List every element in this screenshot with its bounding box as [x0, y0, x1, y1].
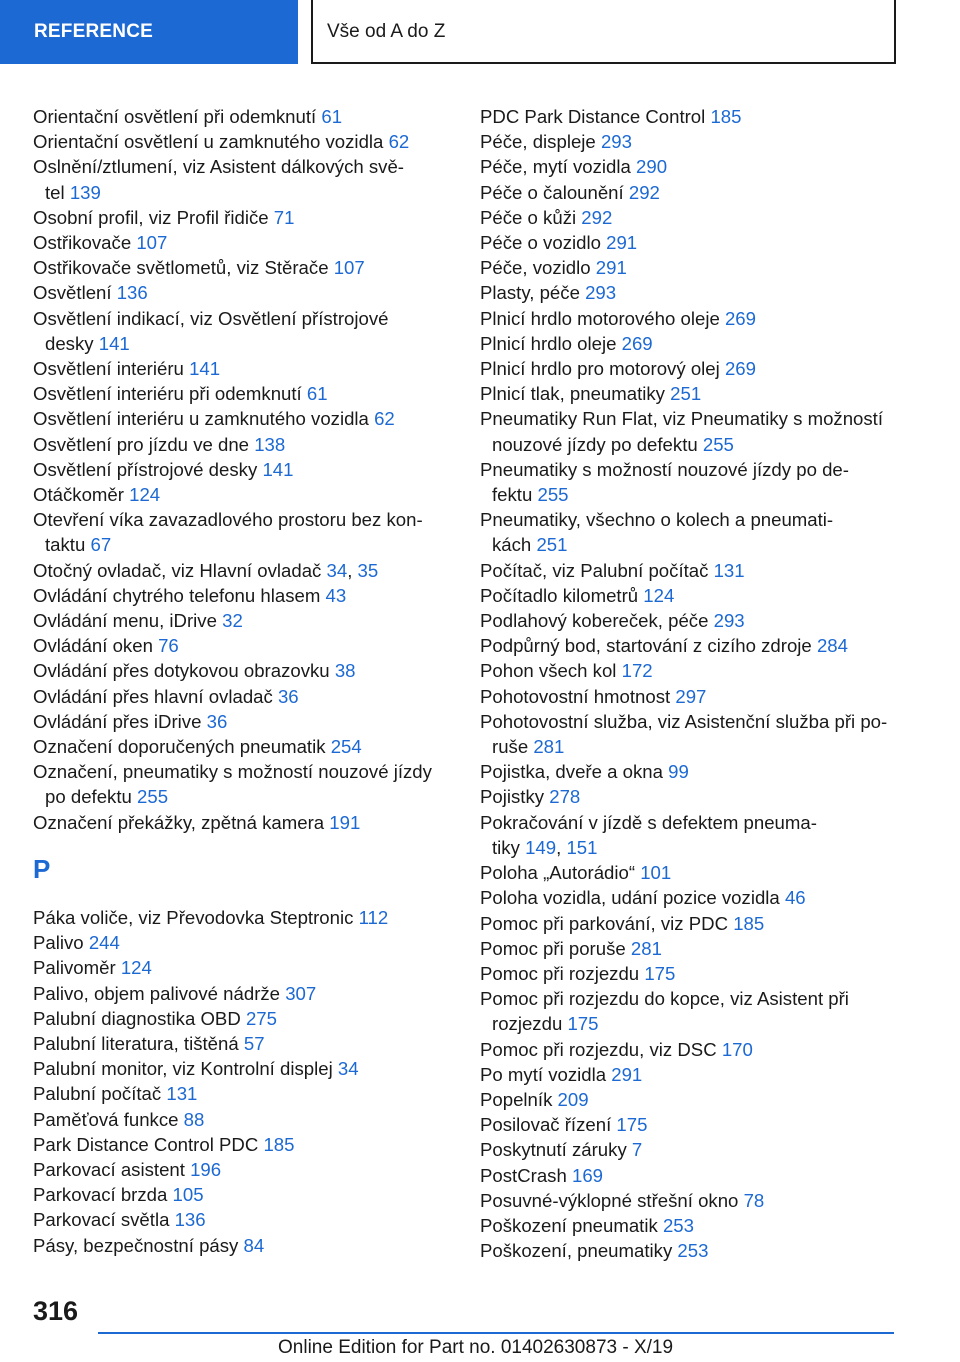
page-ref-link[interactable]: 131 — [166, 1083, 198, 1105]
page-ref-link[interactable]: 141 — [98, 332, 130, 354]
index-entry — [480, 1087, 900, 1112]
index-entry-label: Palivoměr — [33, 957, 116, 979]
page-ref-link[interactable]: 275 — [245, 1007, 277, 1029]
index-entry-label: Otáčkoměr — [33, 484, 124, 506]
index-entry — [33, 759, 453, 809]
index-entry-label: Ovládání přes iDrive — [33, 710, 202, 732]
index-entry — [33, 205, 453, 230]
index-entry — [480, 154, 900, 179]
index-entry-label — [480, 459, 849, 505]
index-entry-line: desky — [45, 332, 94, 354]
page-ref-link[interactable]: 209 — [557, 1088, 589, 1110]
index-entry — [33, 306, 453, 356]
index-entry — [33, 129, 453, 154]
page-ref-link[interactable]: 131 — [713, 559, 745, 581]
page-ref-link[interactable]: 35 — [357, 559, 379, 581]
index-entry-label: Počítadlo kilometrů — [480, 584, 639, 606]
index-entry-label: Parkovací asistent — [33, 1158, 185, 1180]
page-ref-link[interactable]: 151 — [566, 836, 598, 858]
index-entry-label: Poškození pneumatik — [480, 1214, 658, 1236]
page-ref-link[interactable]: 36 — [206, 710, 228, 732]
index-entry — [33, 1157, 453, 1182]
index-entry-label: Označení překážky, zpětná kamera — [33, 811, 325, 833]
index-entry-label: Posilovač řízení — [480, 1114, 612, 1136]
index-entry — [480, 1163, 900, 1188]
page-ref-link[interactable]: 196 — [190, 1158, 222, 1180]
page-ref-link[interactable]: 112 — [358, 906, 389, 928]
index-entry — [480, 1137, 900, 1162]
index-entry-label: Palubní literatura, tištěná — [33, 1032, 239, 1054]
index-entry-line: Pohotovostní služba, viz Asistenční služba při po- — [480, 710, 888, 732]
index-entry-label: Plasty, péče — [480, 282, 580, 304]
index-entry-label: Ostřikovače — [33, 232, 132, 254]
index-entry — [480, 860, 900, 885]
index-entry-label: Plnicí hrdlo oleje — [480, 332, 617, 354]
page-ref-link[interactable]: 124 — [120, 957, 152, 979]
index-entry-line: Označení, pneumatiky s možností nouzové jízdy — [33, 761, 432, 783]
index-entry-label: Palivo — [33, 932, 84, 954]
page-ref-link[interactable]: 244 — [88, 932, 120, 954]
index-entry-label: Pomoc při poruše — [480, 937, 626, 959]
index-entry-label: Palubní počítač — [33, 1083, 162, 1105]
page-ref-link[interactable]: 7 — [631, 1139, 643, 1161]
index-entry — [33, 734, 453, 759]
index-entry-label: Parkovací světla — [33, 1209, 170, 1231]
index-entry — [33, 684, 453, 709]
index-entry — [480, 885, 900, 910]
page-ref-link[interactable]: 293 — [600, 131, 632, 153]
index-entry-label: Park Distance Control PDC — [33, 1133, 259, 1155]
index-entry-label: Poloha vozidla, udání pozice vozidla — [480, 887, 780, 909]
index-entry — [33, 1132, 453, 1157]
page-ref-link[interactable]: 43 — [325, 584, 347, 606]
section-tab: REFERENCE — [0, 0, 298, 64]
index-entry — [480, 381, 900, 406]
page-ref-link[interactable]: 297 — [675, 685, 707, 707]
page-ref-link[interactable]: 136 — [116, 282, 148, 304]
index-entry-label: Péče, displeje — [480, 131, 596, 153]
page-ref-link[interactable]: 105 — [172, 1184, 204, 1206]
index-entry-label: Pomoc při rozjezdu, viz DSC — [480, 1038, 717, 1060]
page-ref-link[interactable]: 278 — [549, 786, 581, 808]
index-entry — [480, 457, 900, 507]
footer-divider — [98, 1332, 894, 1334]
index-entry — [33, 981, 453, 1006]
index-entry-label — [33, 761, 432, 807]
index-entry-label: Osvětlení interiéru — [33, 358, 184, 380]
page-ref-link[interactable]: 38 — [334, 660, 356, 682]
index-entry-label: Plnicí tlak, pneumatiky — [480, 383, 665, 405]
page-ref-link[interactable]: 291 — [611, 1063, 643, 1085]
index-entry — [33, 905, 453, 930]
index-entry-label: Palivo, objem palivové nádrže — [33, 982, 281, 1004]
index-entry — [480, 180, 900, 205]
index-entry-label: Péče o vozidlo — [480, 232, 601, 254]
index-entry — [480, 406, 900, 456]
page-ref-link[interactable]: 107 — [333, 257, 365, 279]
index-entry — [33, 1233, 453, 1258]
page-ref-link[interactable]: 76 — [158, 635, 179, 657]
index-entry-label: Péče, vozidlo — [480, 257, 591, 279]
page-ref-link[interactable]: 99 — [668, 761, 689, 783]
index-entry — [480, 633, 900, 658]
page-ref-link[interactable]: 67 — [90, 534, 112, 556]
index-entry — [33, 230, 453, 255]
index-entry — [33, 507, 453, 557]
page-ref-link[interactable]: 32 — [222, 610, 243, 632]
page-ref-link[interactable]: 251 — [536, 534, 568, 556]
index-entry-label: Pomoc při rozjezdu — [480, 962, 640, 984]
page-ref-link[interactable]: 101 — [640, 862, 672, 884]
index-entry — [480, 1112, 900, 1137]
page-ref-link[interactable]: 141 — [262, 458, 294, 480]
page-ref-link[interactable]: 281 — [630, 937, 662, 959]
index-entry — [33, 1031, 453, 1056]
page-ref-link[interactable]: 284 — [816, 635, 848, 657]
index-entry-line: tiky — [492, 836, 520, 858]
index-entry — [480, 230, 900, 255]
index-entry — [33, 608, 453, 633]
page-ref-link[interactable]: 281 — [533, 736, 565, 758]
index-entry-label: Ostřikovače světlometů, viz Stěrače — [33, 257, 329, 279]
index-entry — [480, 936, 900, 961]
index-entry-label: Parkovací brzda — [33, 1184, 168, 1206]
page-ref-link[interactable]: 34 — [337, 1058, 359, 1080]
index-entry — [480, 911, 900, 936]
index-entry: Pokračování v jízdě s defektem pneuma- tiky 149, 151 — [480, 811, 817, 858]
index-entry-line: kách — [492, 534, 532, 556]
page-ref-link[interactable]: 107 — [136, 232, 168, 254]
index-entry-label: Osvětlení — [33, 282, 112, 304]
index-entry-label: Po mytí vozidla — [480, 1063, 607, 1085]
page-ref-link[interactable]: 292 — [581, 206, 613, 228]
index-entry-label: Orientační osvětlení u zamknutého vozidla — [33, 131, 384, 153]
page-ref-link[interactable]: 149 — [525, 836, 557, 858]
page-ref-link[interactable]: 191 — [329, 811, 361, 833]
index-entry-label: Ovládání chytrého telefonu hlasem — [33, 584, 321, 606]
index-entry-line: taktu — [45, 534, 86, 556]
index-entry-label: Ovládání přes dotykovou obrazovku — [33, 660, 330, 682]
page-ref-link[interactable]: 78 — [743, 1189, 765, 1211]
page-ref-link[interactable]: 185 — [263, 1133, 295, 1155]
page-ref-link[interactable]: 175 — [644, 962, 676, 984]
index-entry — [33, 255, 453, 280]
index-entry — [33, 930, 453, 955]
page-ref-link[interactable]: 139 — [69, 181, 101, 203]
page-ref-link[interactable]: 141 — [189, 358, 221, 380]
index-entry — [480, 356, 900, 381]
page-ref-link[interactable]: 255 — [702, 433, 734, 455]
index-entry — [33, 104, 453, 129]
page-ref-link[interactable]: 61 — [306, 383, 328, 405]
page-ref-link[interactable]: 175 — [616, 1114, 648, 1136]
index-entry-label: Palubní monitor, viz Kontrolní displej — [33, 1058, 333, 1080]
index-entry-line: tel — [45, 181, 65, 203]
index-entry-label — [480, 988, 849, 1034]
page-ref-link[interactable]: 175 — [567, 1013, 599, 1035]
index-entry-label: Péče o kůži — [480, 206, 577, 228]
index-entry — [480, 205, 900, 230]
index-entry-label — [480, 509, 833, 555]
index-entry-label: Osvětlení pro jízdu ve dne — [33, 433, 250, 455]
page-ref-link[interactable]: 269 — [724, 307, 756, 329]
page-ref-link[interactable]: 84 — [243, 1234, 265, 1256]
index-entry — [480, 104, 900, 129]
index-entry-line: nouzové jízdy po defektu — [492, 433, 698, 455]
index-entry — [480, 129, 900, 154]
index-entry-line: Osvětlení indikací, viz Osvětlení přístrojové — [33, 307, 389, 329]
index-entry-label: Otočný ovladač, viz Hlavní ovladač — [33, 559, 322, 581]
index-entry — [480, 684, 900, 709]
index-entry — [33, 356, 453, 381]
page-ref-link[interactable]: 185 — [733, 912, 765, 934]
page-ref-link[interactable]: 291 — [595, 257, 627, 279]
index-entry — [33, 432, 453, 457]
index-entry-line: rozjezdu — [492, 1013, 563, 1035]
index-entry — [480, 1062, 900, 1087]
page-ref-link[interactable]: 254 — [330, 736, 362, 758]
index-entry-label: Pojistky — [480, 786, 545, 808]
index-entry-line: Oslnění/ztlumení, viz Asistent dálkových svě- — [33, 156, 404, 178]
index-entry — [33, 1006, 453, 1031]
index-entry — [480, 658, 900, 683]
index-entry — [480, 1037, 900, 1062]
index-entry — [480, 1213, 900, 1238]
index-entry — [480, 608, 900, 633]
page-ref-link[interactable]: 269 — [621, 332, 653, 354]
edition-note: Online Edition for Part no. 01402630873 - X/19 — [278, 1337, 674, 1358]
page-ref-link[interactable]: 46 — [784, 887, 806, 909]
page-ref-link[interactable]: 290 — [636, 156, 668, 178]
page-ref-link[interactable]: 169 — [571, 1164, 604, 1186]
page-ref-link[interactable]: 170 — [721, 1038, 753, 1060]
page-ref-link[interactable]: 36 — [277, 685, 299, 707]
page-ref-link[interactable]: 136 — [174, 1209, 206, 1231]
index-entry-label: Osvětlení interiéru při odemknutí — [33, 383, 302, 405]
index-entry-label: PDC Park Distance Control — [480, 106, 706, 127]
index-entry-line: Pneumatiky, všechno o kolech a pneumati- — [480, 509, 834, 531]
index-entry-label: Osvětlení přístrojové desky — [33, 458, 258, 480]
index-entry-label: Podlahový kobereček, péče — [480, 610, 709, 632]
index-entry-label: Péče o čalounění — [480, 181, 624, 203]
index-entry-label: Posuvné-výklopné střešní okno — [480, 1189, 739, 1211]
index-entry — [480, 507, 900, 557]
index-entry-line: Otevření víka zavazadlového prostoru bez kon- — [33, 509, 423, 531]
index-entry — [33, 583, 453, 608]
index-entry-label: Páka voliče, viz Převodovka Steptronic — [33, 906, 354, 928]
index-entry-label: Pomoc při parkování, viz PDC — [480, 912, 729, 934]
page-ref-link[interactable]: 253 — [662, 1214, 694, 1236]
index-entry-label: Počítač, viz Palubní počítač — [480, 559, 709, 581]
index-entry-line: Pomoc při rozjezdu do kopce, viz Asistent při — [480, 988, 849, 1010]
index-entry — [33, 955, 453, 980]
index-entry-label — [480, 408, 883, 454]
index-entry — [33, 457, 453, 482]
index-entry — [480, 331, 900, 356]
index-entry — [33, 1056, 453, 1081]
index-entry-label: Péče, mytí vozidla — [480, 156, 631, 178]
index-entry — [33, 1081, 453, 1106]
index-entry — [480, 280, 900, 305]
index-entry — [480, 558, 900, 583]
index-entry — [33, 633, 453, 658]
index-entry — [33, 482, 453, 507]
page-ref-link[interactable]: 34 — [326, 559, 348, 581]
index-entry — [480, 1188, 900, 1213]
index-entry-label: Pohon všech kol — [480, 660, 617, 682]
index-entry-label: Poloha „Autorádio“ — [480, 862, 636, 884]
page-ref-link[interactable]: 269 — [724, 358, 756, 380]
index-entry — [480, 583, 900, 608]
index-entry — [480, 784, 900, 809]
index-entry-label: Plnicí hrdlo motorového oleje — [480, 307, 720, 329]
index-entry — [33, 1207, 453, 1232]
index-entry-label: Popelník — [480, 1088, 553, 1110]
page-ref-link[interactable]: 253 — [677, 1240, 709, 1262]
index-entry-label: Poskytnutí záruky — [480, 1139, 627, 1161]
index-entry — [480, 1238, 900, 1263]
index-entry-label: Orientační osvětlení při odemknutí — [33, 106, 317, 127]
index-entry-line: Pneumatiky Run Flat, viz Pneumatiky s možností — [480, 408, 884, 430]
index-entry — [33, 1182, 453, 1207]
index-entry — [33, 280, 453, 305]
index-entry — [480, 255, 900, 280]
index-entry-label: Ovládání menu, iDrive — [33, 610, 217, 632]
page-ref-link[interactable]: 255 — [137, 786, 169, 808]
index-column-right — [480, 104, 900, 1263]
index-entry-label: Podpůrný bod, startování z cizího zdroje — [480, 635, 812, 657]
index-entry-label: Osobní profil, viz Profil řidiče — [33, 206, 269, 228]
index-entry — [480, 961, 900, 986]
index-entry — [480, 986, 900, 1036]
page-ref-link[interactable]: 124 — [129, 484, 161, 506]
index-entry — [480, 759, 900, 784]
page-ref-link[interactable]: 62 — [388, 131, 410, 153]
index-entry-label: Ovládání oken — [33, 635, 153, 657]
index-entry: Otočný ovladač, viz Hlavní ovladač 34, 35 — [33, 559, 379, 581]
page-ref-link[interactable]: 138 — [254, 433, 286, 455]
index-entry-label — [33, 308, 389, 354]
index-entry — [33, 709, 453, 734]
index-entry-label: Pásy, bezpečnostní pásy — [33, 1234, 239, 1256]
page-ref-link[interactable]: 293 — [713, 610, 745, 632]
page-ref-link[interactable]: 255 — [537, 484, 569, 506]
index-entry-label: Poškození, pneumatiky — [480, 1240, 673, 1262]
page-ref-link[interactable]: 71 — [273, 206, 295, 228]
index-entry — [480, 709, 900, 759]
page-header — [0, 0, 960, 66]
chapter-title: Vše od A do Z — [311, 0, 896, 64]
index-column-left — [33, 104, 453, 1258]
index-entry-label: Pojistka, dveře a okna — [480, 761, 663, 783]
index-entry — [33, 154, 453, 204]
page-ref-link[interactable]: 62 — [374, 408, 395, 430]
index-entry — [33, 810, 453, 835]
page-ref-link[interactable]: 88 — [183, 1108, 205, 1130]
page-ref-link[interactable]: 124 — [643, 584, 675, 606]
page-ref-link[interactable]: 172 — [621, 660, 653, 682]
index-letter-heading: P — [33, 853, 51, 884]
index-entry — [33, 658, 453, 683]
page-ref-link[interactable]: 57 — [243, 1032, 265, 1054]
index-entry-label: Pohotovostní hmotnost — [480, 685, 671, 707]
index-entry-line: Pneumatiky s možností nouzové jízdy po de- — [480, 458, 849, 480]
page-ref-link[interactable]: 251 — [670, 383, 702, 405]
index-entry-label: Označení doporučených pneumatik — [33, 736, 326, 758]
page-ref-link[interactable]: 293 — [585, 282, 617, 304]
index-entry-line: fektu — [492, 484, 533, 506]
index-entry-label: Paměťová funkce — [33, 1108, 179, 1130]
index-entry-label: Ovládání přes hlavní ovladač — [33, 685, 273, 707]
index-entry-line: po defektu — [45, 786, 132, 808]
page-ref-link[interactable]: 291 — [606, 232, 638, 254]
index-entry-label: Palubní diagnostika OBD — [33, 1007, 241, 1029]
index-entry-label: PostCrash — [480, 1164, 567, 1186]
index-entry-label: Osvětlení interiéru u zamknutého vozidla — [33, 408, 369, 430]
page-ref-link[interactable]: 307 — [285, 982, 317, 1004]
page-ref-link[interactable]: 185 — [710, 106, 742, 127]
index-entry-line: Pokračování v jízdě s defektem pneuma- — [480, 811, 817, 833]
index-entry — [33, 1107, 453, 1132]
index-entry-label: Plnicí hrdlo pro motorový olej — [480, 358, 720, 380]
index-entry-line: ruše — [492, 736, 529, 758]
index-entry — [480, 306, 900, 331]
page-ref-link[interactable]: 292 — [628, 181, 660, 203]
index-entry — [33, 406, 453, 431]
page-ref-link[interactable]: 61 — [321, 106, 343, 127]
page-number: 316 — [33, 1296, 79, 1326]
index-entry — [33, 381, 453, 406]
